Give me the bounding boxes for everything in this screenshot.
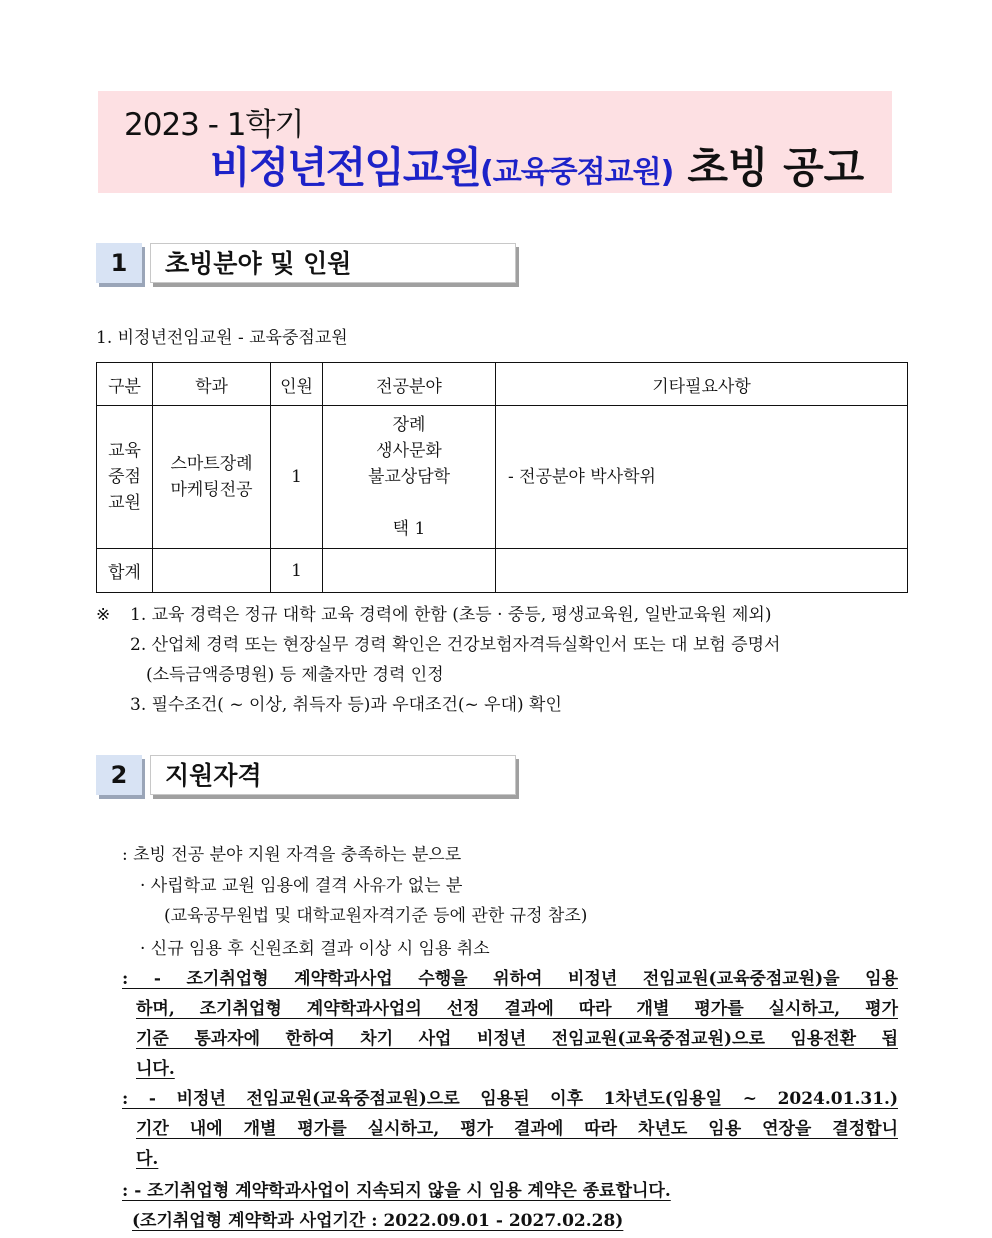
count-cell: 1 [271, 406, 323, 549]
section-label: 초빙분야 및 인원 [150, 243, 516, 283]
total-count: 1 [271, 549, 323, 593]
note-line: 2. 산업체 경력 또는 현장실무 경력 확인은 건강보험자격득실확인서 또는 대 보험 증명서 [130, 635, 781, 655]
title-main: 비정년전임교원 [210, 143, 481, 192]
para-line: 기준 통과자에 한하여 차기 사업 비정년 전임교원(교육중점교원)으로 임용전환 됩 [136, 1029, 898, 1049]
table-total-row [97, 549, 908, 593]
subheading: 1. 비정년전임교원 - 교육중점교원 [96, 328, 348, 348]
title-tail: 초빙 공고 [687, 143, 865, 192]
header-cell: 인원 [271, 363, 323, 406]
header-cell: 구분 [97, 363, 153, 406]
etc-cell: - 전공분야 박사학위 [496, 406, 908, 549]
qual-paragraph-1 [122, 964, 898, 1084]
para-line: : - 조기취업형 계약학과사업이 지속되지 않을 시 임용 계약은 종료합니다. [122, 1181, 671, 1201]
qual-line: · 신규 임용 후 신원조회 결과 이상 시 임용 취소 [140, 939, 490, 959]
qual-line: : 초빙 전공 분야 지원 자격을 충족하는 분으로 [122, 845, 462, 865]
type-cell: 교육 중점 교원 [97, 406, 153, 549]
para-line: (조기취업형 계약학과 사업기간 : 2022.09.01 - 2027.02.28) [132, 1211, 624, 1231]
note-line: 1. 교육 경력은 정규 대학 교육 경력에 한함 (초등 · 중등, 평생교육원, 일반교육원 제외) [130, 605, 772, 625]
total-label: 합계 [97, 549, 153, 593]
para-line: 하며, 조기취업형 계약학과사업의 선정 결과에 따라 개별 평가를 실시하고, 평가 [136, 999, 898, 1019]
qual-line: (교육공무원법 및 대학교원자격기준 등에 관한 규정 참조) [164, 906, 588, 926]
para-line: : - 비정년 전임교원(교육중점교원)으로 임용된 이후 1차년도(임용일 ~ 2024.01.31.) [122, 1089, 898, 1109]
header-cell: 기타필요사항 [496, 363, 908, 406]
page-title [210, 135, 864, 195]
header-cell: 전공분야 [323, 363, 496, 406]
para-line: 다. [136, 1149, 159, 1169]
table-header-row [97, 363, 908, 406]
qual-paragraph-3 [122, 1176, 898, 1236]
note-line: (소득금액증명원) 등 제출자만 경력 인정 [146, 665, 444, 685]
para-line: 기간 내에 개별 평가를 실시하고, 평가 결과에 따라 차년도 임용 연장을 결정합니 [136, 1119, 898, 1139]
section-number: 2 [96, 755, 142, 795]
para-line: : - 조기취업형 계약학과사업 수행을 위하여 비정년 전임교원(교육중점교원)을 임용 [122, 969, 898, 989]
header-cell: 학과 [153, 363, 271, 406]
note-line: 3. 필수조건( ~ 이상, 취득자 등)과 우대조건(~ 우대) 확인 [130, 695, 562, 715]
title-paren: (교육중점교원) [480, 155, 674, 190]
recruitment-table [96, 362, 908, 593]
note-mark: ※ [96, 605, 111, 625]
dept-cell: 스마트장례 마케팅전공 [153, 406, 271, 549]
qual-line: · 사립학교 교원 임용에 결격 사유가 없는 분 [140, 876, 463, 896]
semester-label: 2023 - 1학기 [124, 107, 304, 143]
section-label: 지원자격 [150, 755, 516, 795]
major-cell: 장례 생사문화 불교상담학 택 1 [323, 406, 496, 549]
table-row [97, 406, 908, 549]
title-banner [98, 91, 892, 193]
para-line: 니다. [136, 1059, 175, 1079]
section-number: 1 [96, 243, 142, 283]
qual-paragraph-2 [122, 1084, 898, 1174]
